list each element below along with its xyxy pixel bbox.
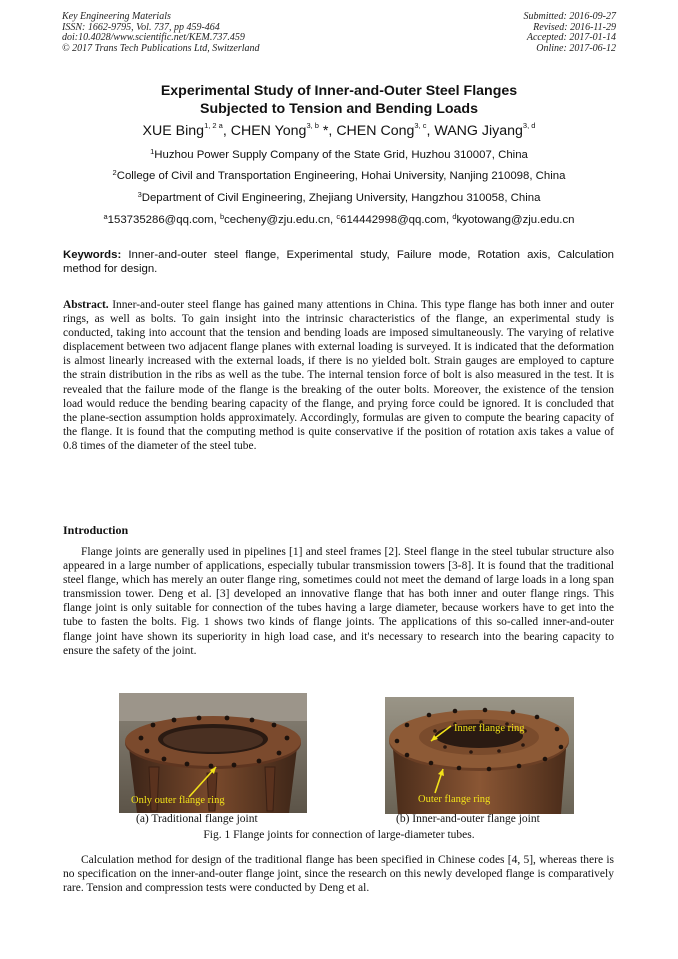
keywords-text: Inner-and-outer steel flange, Experimental study, Failure mode, Rotation axis, Calculation method for design. — [63, 249, 615, 275]
author-sup: 3, b — [306, 121, 319, 130]
author-name: CHEN Yong — [230, 123, 307, 139]
author-sup: 3, d — [522, 121, 536, 130]
issn: ISSN: 1662-9795, Vol. 737, pp 459-464 — [62, 21, 220, 33]
title-line-2: Subjected to Tension and Bending Loads — [200, 101, 478, 117]
affiliation-3 — [0, 192, 678, 204]
paper-title — [0, 82, 678, 118]
author-sep: , — [426, 123, 435, 139]
email-link[interactable]: cecheny@zju.edu.cn, — [224, 214, 337, 226]
photo-traditional-flange — [119, 693, 307, 813]
author-name: XUE Bing — [142, 123, 205, 139]
email-link[interactable]: kyotowang@zju.edu.cn — [456, 214, 575, 226]
figure-caption: Fig. 1 Flange joints for connection of large-diameter tubes. — [203, 829, 475, 841]
submitted-date: Submitted: 2016-09-27 — [523, 11, 616, 22]
caption-traditional: (a) Traditional flange joint — [136, 813, 258, 825]
affiliation-1 — [0, 149, 678, 161]
photo-inner-outer-flange — [385, 697, 574, 814]
keywords-label: Keywords: — [63, 249, 122, 261]
email-sup: c — [336, 212, 341, 221]
email-sup: b — [219, 212, 225, 221]
affiliation-sup: 2 — [112, 168, 117, 177]
caption-inner-outer: (b) Inner-and-outer flange joint — [396, 813, 540, 825]
label-outer-flange-ring: Outer flange ring — [418, 794, 491, 805]
abstract-label: Abstract. — [63, 299, 109, 311]
abstract-text: Inner-and-outer steel flange has gained many attentions in China. This type flange has both inner and outer rings, as well as bolts. To gain insight into the intrinsic characteristics of the flange, an experimental study is conducted, taking into account that the tension and bending loads are imposed simultaneously. The varying of relative displacement between two adjacent flange planes with external loading is surveyed. It is indicated that the deformation is almost linearly increased with the external loads, if there is no yielded bolt. Strain gauges are employed to capture the strain distribution in the ribs as well as the tube. The internal tension force of bolt is also measured in the test. It is revealed that the failure mode of the flange is the breaking of the outer bolts. Moreover, the existence of the tension load would reduce the bending bearing capacity of the flange, and prying force could be ignored. It is concluded that the plane-section assumption holds approximately. Accordingly, formulas are given to compute the bearing capacity of the flange. It is found that the computing method is quite conservative if the position of rotation axis takes a value of 0.8 times of the diameter of the steel tube. — [63, 299, 614, 452]
journal-header-right — [524, 12, 617, 54]
journal-header-left — [62, 12, 260, 54]
affiliation-2 — [0, 170, 678, 182]
author-name: WANG Jiyang — [434, 123, 523, 139]
email-sup: d — [452, 212, 457, 221]
introduction-paragraph-1: Flange joints are generally used in pipelines [1] and steel frames [2]. Steel flange in the steel tubular structure also appeared in a large number of applications, especially tubular transmission towers [3-8]. It is found that the traditional steel flange, which has merely an outer flange ring, sometimes could not meet the demand of large loads in a long span transmission tower. Deng et al. [3] developed an innovative flange that has both inner and outer flange rings. This flange joint is only suitable for connection of the tubes having a large diameter, because workers have to get into the tube to fasten the bolts. Fig. 1 shows two kinds of flange joints. The applications of this so-called inner-and-outer flange joint have shown its superiority in high load case, and it's necessary to research into the bearing capacity to ensure the safety of the joint. — [63, 546, 614, 657]
author-sep: , — [222, 123, 231, 139]
online-date: Online: 2017-06-12 — [536, 42, 616, 54]
affiliation-sup: 3 — [137, 190, 142, 199]
label-inner-flange-ring: Inner flange ring — [454, 723, 525, 734]
introduction-heading: Introduction — [63, 523, 129, 537]
affiliation-text: Department of Civil Engineering, Zhejiang University, Hangzhou 310058, China — [141, 192, 541, 204]
doi-link[interactable]: doi:10.4028/www.scientific.net/KEM.737.459 — [62, 32, 245, 44]
title-line-1: Experimental Study of Inner-and-Outer Steel Flanges — [160, 83, 518, 99]
email-link[interactable]: 614442998@qq.com, — [340, 214, 453, 226]
email-list — [0, 214, 678, 226]
abstract — [63, 298, 614, 453]
author-list — [0, 123, 678, 139]
affiliation-text: Huzhou Power Supply Company of the State Grid, Huzhou 310007, China — [154, 149, 528, 161]
label-only-outer-flange-ring: Only outer flange ring — [131, 795, 225, 806]
author-sup: 3, c — [414, 121, 427, 130]
copyright: © 2017 Trans Tech Publications Ltd, Switzerland — [62, 42, 260, 54]
author-name: CHEN Cong — [336, 123, 415, 139]
keywords — [63, 249, 614, 276]
author-sup: 1, 2 a — [204, 121, 223, 130]
introduction-paragraph-2: Calculation method for design of the traditional flange has been specified in Chinese codes [4, 5], whereas there is no specification on the inner-and-outer flange joint, since the research on this newly developed flange is comparatively rare. Tension and compression tests were conducted by Deng et al. — [63, 854, 614, 895]
email-link[interactable]: 153735286@qq.com, — [107, 214, 220, 226]
journal-name: Key Engineering Materials — [62, 11, 171, 22]
revised-date: Revised: 2016-11-29 — [533, 21, 616, 33]
author-sep: *, — [318, 123, 337, 139]
accepted-date: Accepted: 2017-01-14 — [526, 32, 616, 44]
affiliation-sup: 1 — [150, 147, 155, 156]
affiliation-text: College of Civil and Transportation Engineering, Hohai University, Nanjing 210098, China — [116, 170, 566, 182]
email-sup: a — [103, 212, 108, 221]
